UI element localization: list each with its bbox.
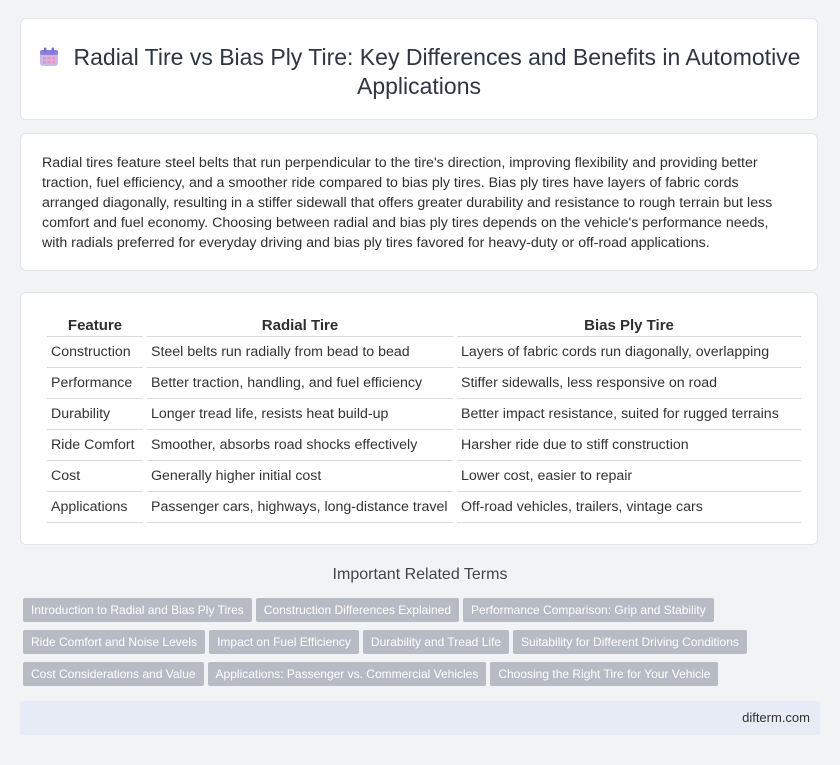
table-row [47, 368, 801, 399]
table-row [47, 492, 801, 523]
table-cell: Longer tread life, resists heat build-up [147, 399, 453, 430]
related-terms-title: Important Related Terms [332, 566, 508, 583]
column-header-bias: Bias Ply Tire [457, 309, 801, 337]
related-term-tag[interactable]: Impact on Fuel Efficiency [209, 630, 359, 654]
related-term-tag[interactable]: Performance Comparison: Grip and Stability [463, 598, 714, 622]
related-term-tag[interactable]: Ride Comfort and Noise Levels [23, 630, 205, 654]
table-cell: Generally higher initial cost [147, 461, 453, 492]
table-cell: Steel belts run radially from bead to bead [147, 337, 453, 368]
table-cell: Harsher ride due to stiff construction [457, 430, 801, 461]
title-card [20, 18, 818, 120]
table-cell: Lower cost, easier to repair [457, 461, 801, 492]
table-cell: Durability [47, 399, 143, 430]
summary-card [20, 133, 818, 271]
related-term-tag[interactable]: Suitability for Different Driving Conditions [513, 630, 747, 654]
table-cell: Ride Comfort [47, 430, 143, 461]
table-cell: Smoother, absorbs road shocks effectively [147, 430, 453, 461]
page-title: Radial Tire vs Bias Ply Tire: Key Differences and Benefits in Automotive Applications [73, 44, 801, 99]
related-terms-list [23, 598, 813, 694]
related-term-tag[interactable]: Construction Differences Explained [256, 598, 459, 622]
table-cell: Layers of fabric cords run diagonally, overlapping [457, 337, 801, 368]
table-cell: Better impact resistance, suited for rugged terrains [457, 399, 801, 430]
summary-paragraph: Radial tires feature steel belts that run perpendicular to the tire's direction, improving flexibility and providing better traction, fuel efficiency, and a smoother ride compared to bias ply tires. Bias ply tires have layers of fabric cords arranged diagonally, resulting in a stiffer sidewall that offers greater durability and resistance to rough terrain but less comfort and fuel economy. Choosing between radial and bias ply tires depends on the vehicle's performance needs, with radials preferred for everyday driving and bias ply tires favored for heavy-duty or off-road applications. [42, 155, 773, 251]
table-row [47, 399, 801, 430]
calendar-icon [38, 46, 60, 68]
table-row [47, 461, 801, 492]
table-cell: Applications [47, 492, 143, 523]
table-cell: Cost [47, 461, 143, 492]
comparison-table-card [20, 292, 818, 545]
column-header-radial: Radial Tire [147, 309, 453, 337]
footer-bar [20, 701, 820, 735]
table-header-row [47, 309, 801, 337]
table-cell: Performance [47, 368, 143, 399]
table-cell: Better traction, handling, and fuel efficiency [147, 368, 453, 399]
related-term-tag[interactable]: Choosing the Right Tire for Your Vehicle [490, 662, 718, 686]
comparison-table [43, 309, 805, 523]
related-term-tag[interactable]: Introduction to Radial and Bias Ply Tires [23, 598, 252, 622]
related-term-tag[interactable]: Cost Considerations and Value [23, 662, 204, 686]
column-header-feature: Feature [47, 309, 143, 337]
table-cell: Stiffer sidewalls, less responsive on road [457, 368, 801, 399]
table-row [47, 337, 801, 368]
table-cell: Passenger cars, highways, long-distance travel [147, 492, 453, 523]
table-cell: Construction [47, 337, 143, 368]
related-term-tag[interactable]: Applications: Passenger vs. Commercial Vehicles [208, 662, 487, 686]
page-title-block [21, 43, 817, 101]
table-cell: Off-road vehicles, trailers, vintage cars [457, 492, 801, 523]
footer-site[interactable]: difterm.com [742, 710, 810, 725]
table-row [47, 430, 801, 461]
related-term-tag[interactable]: Durability and Tread Life [363, 630, 509, 654]
